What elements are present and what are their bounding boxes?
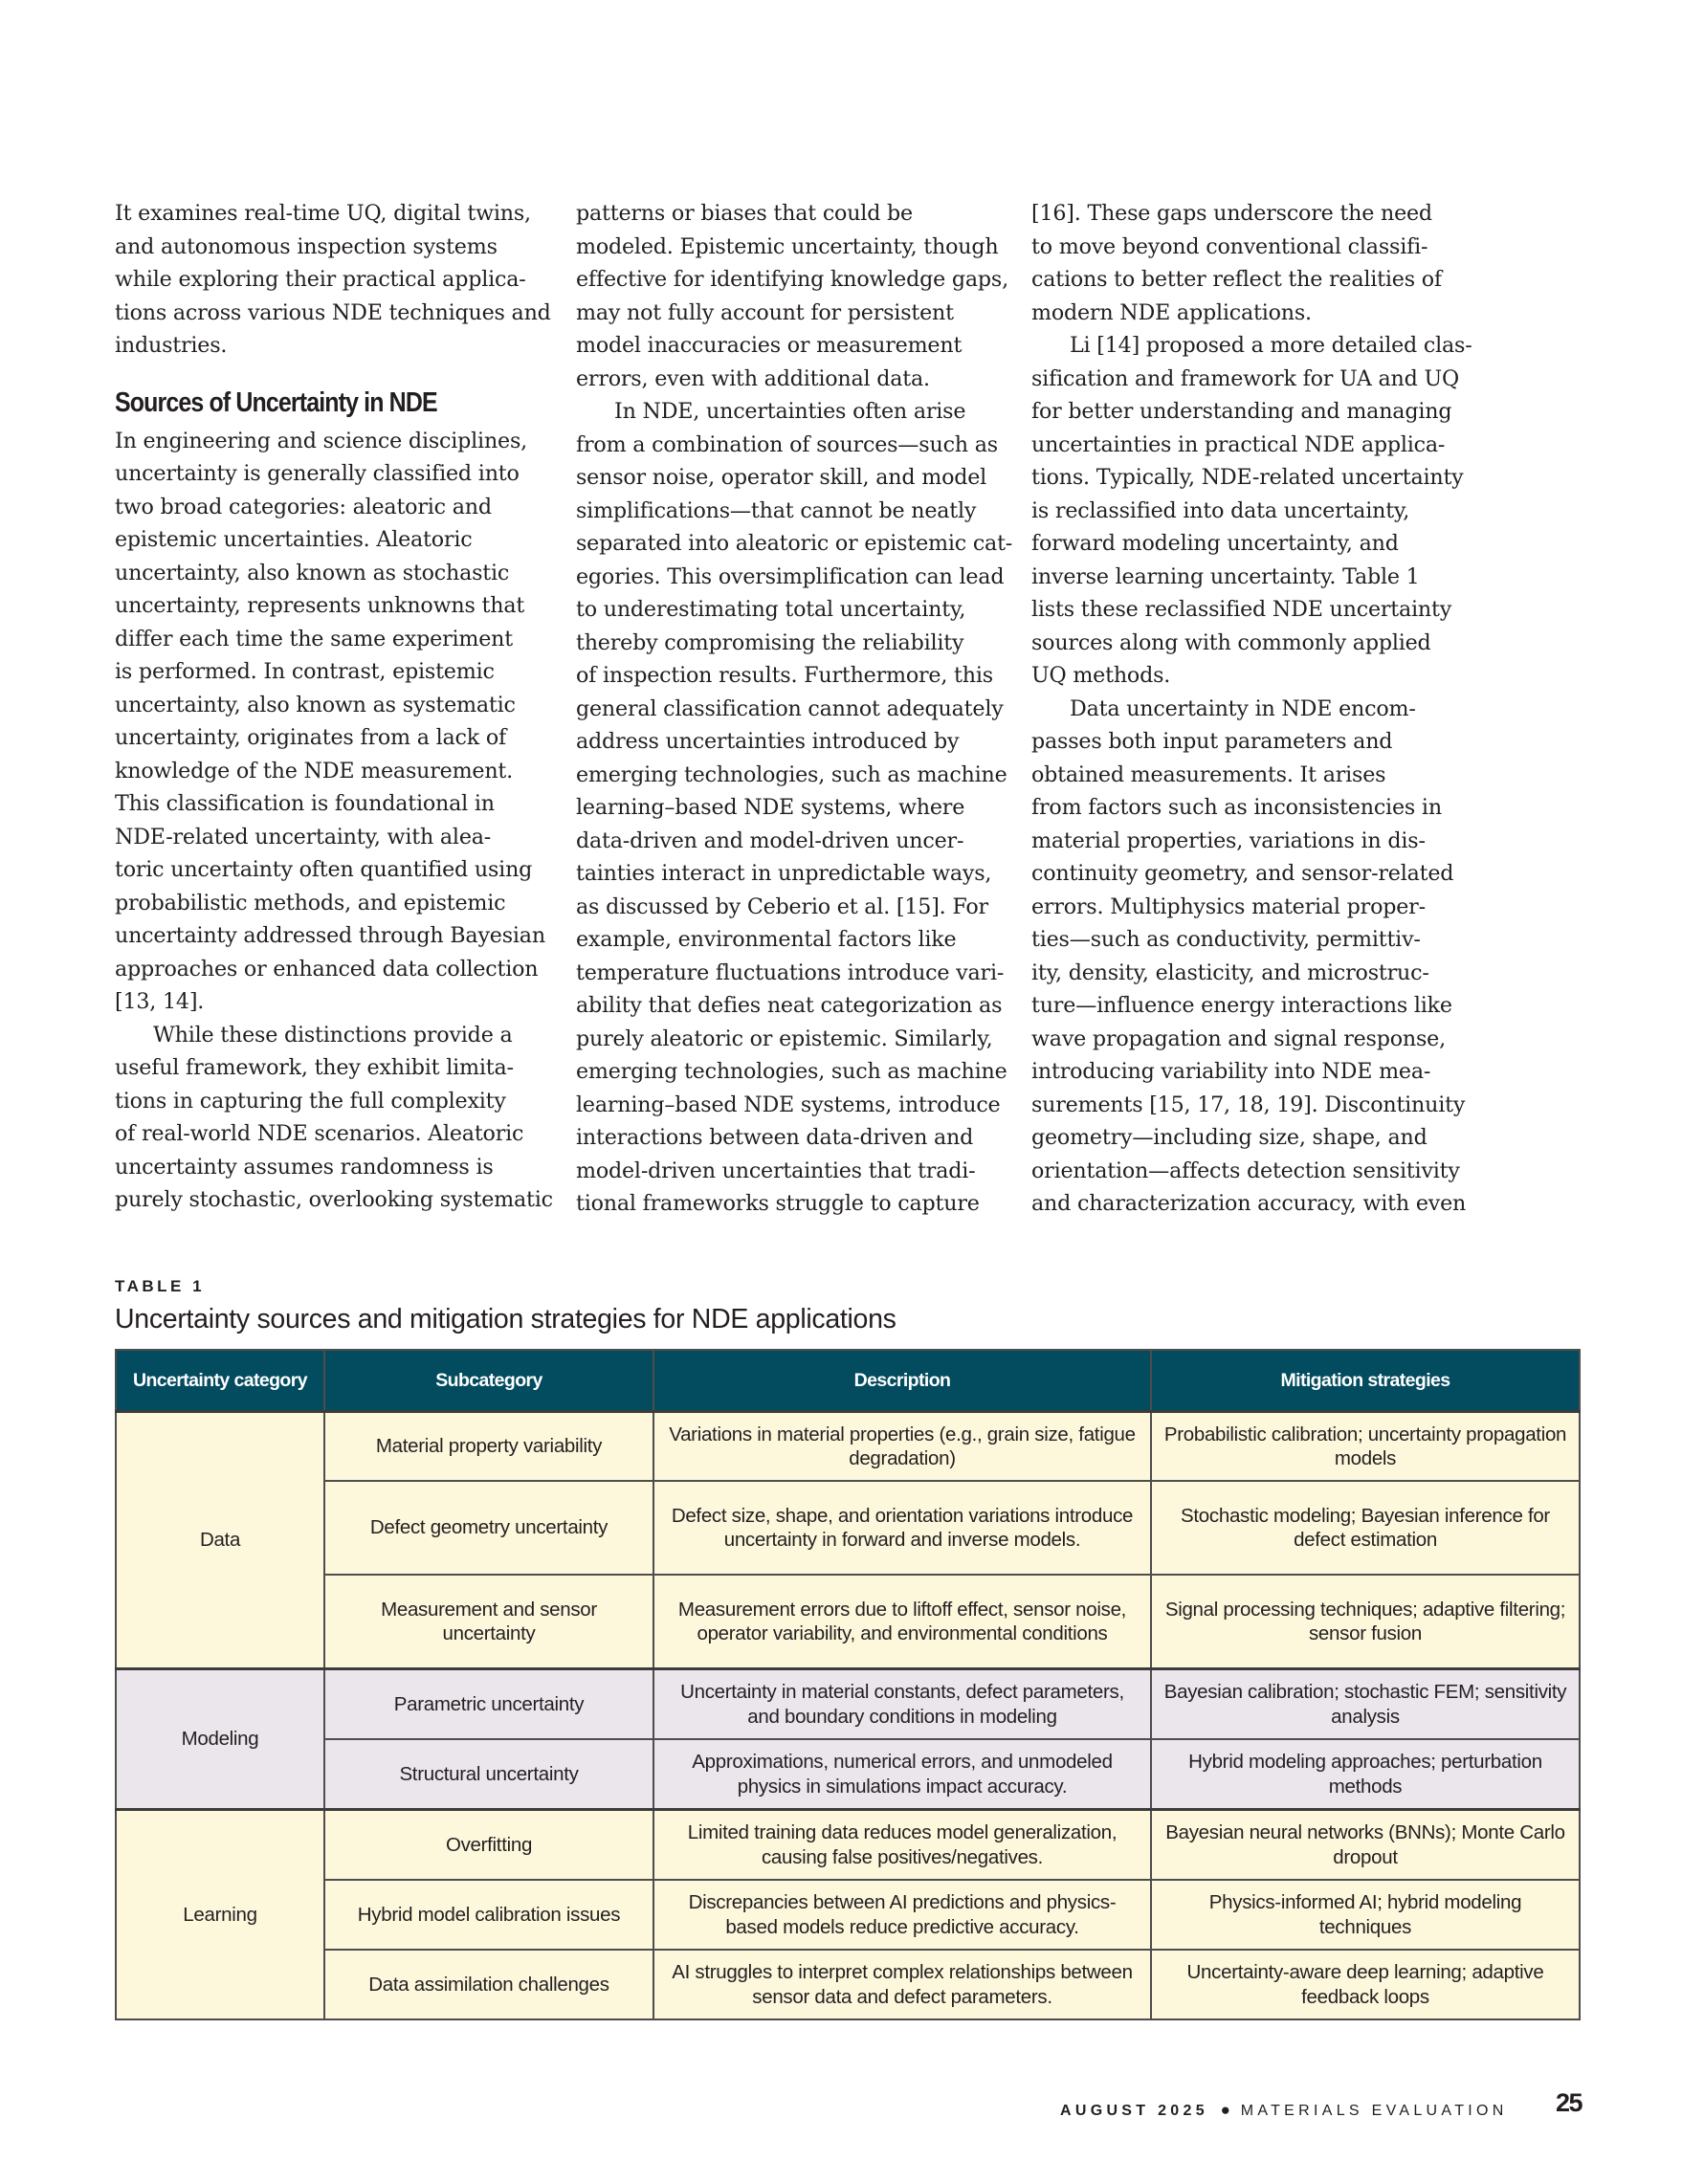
description-cell: Variations in material properties (e.g., grain size, fatigue degradation)	[653, 1412, 1151, 1482]
text-line: errors, even with additional data.	[576, 365, 930, 391]
text-line: In engineering and science disciplines,	[115, 428, 527, 453]
text-line: is reclassified into data uncertainty,	[1031, 497, 1410, 523]
text-line: forward modeling uncertainty, and	[1031, 531, 1399, 556]
table-title: Uncertainty sources and mitigation strategies for NDE applications	[115, 1304, 896, 1335]
text-line: sources along with commonly applied	[1031, 629, 1431, 655]
table-body	[116, 1412, 1580, 2020]
text-line: purely aleatoric or epistemic. Similarly,	[576, 1026, 993, 1051]
body-paragraph	[1031, 329, 1472, 693]
text-line: geometry—including size, shape, and	[1031, 1125, 1427, 1150]
header-description: Description	[653, 1350, 1151, 1412]
text-line: uncertainty, also known as stochastic	[115, 560, 510, 585]
subcategory-cell: Material property variability	[324, 1412, 653, 1482]
text-line: While these distinctions provide a	[153, 1022, 513, 1048]
text-line: address uncertainties introduced by	[576, 729, 960, 754]
article-column-1	[115, 197, 553, 1221]
text-line: industries.	[115, 333, 228, 358]
text-line: uncertainty is generally classified into	[115, 461, 520, 486]
text-line: tainties interact in unpredictable ways,	[576, 861, 992, 886]
text-line: separated into aleatoric or epistemic cat-	[576, 531, 1013, 556]
description-cell: Discrepancies between AI predictions and physics-based models reduce predictive accuracy.	[653, 1880, 1151, 1950]
text-line: errors. Multiphysics material proper-	[1031, 893, 1426, 919]
text-line: ity, density, elasticity, and microstruc-	[1031, 960, 1429, 985]
journal-name: MATERIALS EVALUATION	[1240, 2103, 1508, 2119]
description-cell: Limited training data reduces model generalization, causing false positives/negatives.	[653, 1810, 1151, 1881]
text-line: of real-world NDE scenarios. Aleatoric	[115, 1121, 524, 1146]
text-line: modern NDE applications.	[1031, 299, 1312, 325]
text-line: learning–based NDE systems, introduce	[576, 1092, 1001, 1117]
text-line: uncertainties in practical NDE applica-	[1031, 431, 1446, 457]
mitigation-cell: Physics-informed AI; hybrid modeling techniques	[1151, 1880, 1580, 1950]
text-line: uncertainty, originates from a lack of	[115, 725, 507, 750]
running-footer	[1060, 2101, 1508, 2120]
text-line: obtained measurements. It arises	[1031, 761, 1386, 787]
section-heading: Sources of Uncertainty in NDE	[115, 386, 437, 418]
body-paragraph	[1031, 693, 1467, 1221]
text-line: sensor noise, operator skill, and model	[576, 465, 987, 490]
text-line: thereby compromising the reliability	[576, 629, 964, 655]
text-line: to underestimating total uncertainty,	[576, 597, 966, 622]
article-column-2	[576, 197, 1013, 1221]
page-number: 25	[1556, 2088, 1582, 2117]
uncertainty-table	[115, 1349, 1581, 2020]
text-line: ability that defies neat categorization as	[576, 993, 1003, 1018]
text-line: and characterization accuracy, with even	[1031, 1191, 1467, 1216]
text-line: wave propagation and signal response,	[1031, 1026, 1446, 1051]
text-line: orientation—affects detection sensitivity	[1031, 1158, 1460, 1183]
text-line: approaches or enhanced data collection	[115, 956, 539, 982]
article-body	[115, 197, 1473, 1221]
text-line: uncertainty assumes randomness is	[115, 1154, 494, 1180]
text-line: epistemic uncertainties. Aleatoric	[115, 527, 473, 552]
description-cell: Uncertainty in material constants, defect parameters, and boundary conditions in modeling	[653, 1669, 1151, 1740]
text-line: useful framework, they exhibit limita-	[115, 1055, 514, 1080]
text-line: while exploring their practical applica-	[115, 267, 526, 292]
text-line: and autonomous inspection systems	[115, 233, 498, 259]
category-cell-data: Data	[116, 1412, 324, 1669]
text-line: simplifications—that cannot be neatly	[576, 497, 977, 523]
text-line: from a combination of sources—such as	[576, 431, 998, 457]
text-line: material properties, variations in dis-	[1031, 827, 1426, 853]
table-1	[115, 1277, 1579, 2020]
header-uncertainty-category: Uncertainty category	[116, 1350, 324, 1412]
text-line: [16]. These gaps underscore the need	[1031, 201, 1432, 226]
body-paragraph	[115, 197, 551, 363]
text-line: This classification is foundational in	[115, 791, 495, 816]
text-line: ties—such as conductivity, permittiv-	[1031, 927, 1421, 952]
text-line: emerging technologies, such as machine	[576, 761, 1007, 787]
subcategory-cell: Hybrid model calibration issues	[324, 1880, 653, 1950]
text-line: model inaccuracies or measurement	[576, 333, 963, 358]
text-line: Data uncertainty in NDE encom-	[1070, 695, 1416, 721]
text-line: to move beyond conventional classifi-	[1031, 233, 1428, 259]
description-cell: AI struggles to interpret complex relationships between sensor data and defect parameters.	[653, 1950, 1151, 2019]
text-line: uncertainty, also known as systematic	[115, 692, 516, 717]
table-row	[116, 1810, 1580, 1881]
table-row	[116, 1669, 1580, 1740]
text-line: for better understanding and managing	[1031, 399, 1452, 424]
text-line: sification and framework for UA and UQ	[1031, 365, 1459, 391]
subcategory-cell: Data assimilation challenges	[324, 1950, 653, 2019]
table-row	[116, 1412, 1580, 1482]
text-line: tions across various NDE techniques and	[115, 299, 551, 325]
text-line: general classification cannot adequately	[576, 695, 1004, 721]
text-line: learning–based NDE systems, where	[576, 795, 965, 820]
table-label: TABLE 1	[115, 1277, 206, 1295]
subcategory-cell: Structural uncertainty	[324, 1739, 653, 1810]
text-line: In NDE, uncertainties often arise	[614, 399, 966, 424]
body-paragraph	[1031, 197, 1460, 329]
text-line: effective for identifying knowledge gaps,	[576, 267, 1008, 292]
body-paragraph	[576, 197, 1008, 395]
description-cell: Approximations, numerical errors, and unmodeled physics in simulations impact accuracy.	[653, 1739, 1151, 1810]
text-line: uncertainty addressed through Bayesian	[115, 923, 545, 948]
subcategory-cell: Overfitting	[324, 1810, 653, 1881]
text-line: of inspection results. Furthermore, this	[576, 663, 993, 688]
text-line: cations to better reflect the realities of	[1031, 267, 1442, 292]
body-paragraph	[115, 425, 543, 1019]
text-line: modeled. Epistemic uncertainty, though	[576, 233, 999, 259]
text-line: emerging technologies, such as machine	[576, 1059, 1007, 1084]
table-row	[116, 1950, 1580, 2019]
text-line: data-driven and model-driven uncer-	[576, 827, 964, 853]
table-row	[116, 1880, 1580, 1950]
table-row	[116, 1575, 1580, 1669]
body-paragraph	[576, 395, 1013, 1221]
body-paragraph	[115, 1019, 553, 1217]
text-line: temperature fluctuations introduce vari-	[576, 960, 1005, 985]
text-line: Li [14] proposed a more detailed clas-	[1070, 333, 1472, 358]
subcategory-cell: Defect geometry uncertainty	[324, 1481, 653, 1575]
text-line: example, environmental factors like	[576, 927, 957, 952]
text-line: interactions between data-driven and	[576, 1125, 974, 1150]
description-cell: Measurement errors due to liftoff effect, sensor noise, operator variability, and environmental conditions	[653, 1575, 1151, 1669]
text-line: patterns or biases that could be	[576, 201, 913, 226]
text-line: purely stochastic, overlooking systematic	[115, 1187, 553, 1212]
mitigation-cell: Bayesian neural networks (BNNs); Monte Carlo dropout	[1151, 1810, 1580, 1881]
table-row	[116, 1481, 1580, 1575]
text-line: tions in capturing the full complexity	[115, 1088, 506, 1114]
text-line: model-driven uncertainties that tradi-	[576, 1158, 976, 1183]
text-line: surements [15, 17, 18, 19]. Discontinuity	[1031, 1092, 1466, 1117]
text-line: from factors such as inconsistencies in	[1031, 795, 1442, 820]
text-line: tions. Typically, NDE-related uncertainty	[1031, 465, 1464, 490]
text-line: [13, 14].	[115, 989, 205, 1014]
subcategory-cell: Parametric uncertainty	[324, 1669, 653, 1740]
mitigation-cell: Uncertainty-aware deep learning; adaptive feedback loops	[1151, 1950, 1580, 2019]
mitigation-cell: Bayesian calibration; stochastic FEM; sensitivity analysis	[1151, 1669, 1580, 1740]
text-line: two broad categories: aleatoric and	[115, 494, 492, 519]
issue-date: AUGUST 2025	[1060, 2103, 1208, 2119]
text-line: It examines real-time UQ, digital twins,	[115, 201, 531, 226]
mitigation-cell: Hybrid modeling approaches; perturbation methods	[1151, 1739, 1580, 1810]
bullet-separator-icon: ●	[1220, 2101, 1230, 2119]
text-line: probabilistic methods, and epistemic	[115, 890, 506, 916]
header-mitigation-strategies: Mitigation strategies	[1151, 1350, 1580, 1412]
text-line: egories. This oversimplification can lead	[576, 563, 1005, 589]
text-line: passes both input parameters and	[1031, 729, 1393, 754]
mitigation-cell: Signal processing techniques; adaptive filtering; sensor fusion	[1151, 1575, 1580, 1669]
article-column-3	[1031, 197, 1472, 1221]
category-cell-learning: Learning	[116, 1810, 324, 2020]
text-line: NDE-related uncertainty, with alea-	[115, 824, 492, 849]
mitigation-cell: Probabilistic calibration; uncertainty propagation models	[1151, 1412, 1580, 1482]
text-line: continuity geometry, and sensor-related	[1031, 861, 1454, 886]
table-row	[116, 1739, 1580, 1810]
text-line: UQ methods.	[1031, 663, 1171, 688]
text-line: is performed. In contrast, epistemic	[115, 659, 495, 684]
text-line: tional frameworks struggle to capture	[576, 1191, 980, 1216]
category-cell-modeling: Modeling	[116, 1669, 324, 1810]
subcategory-cell: Measurement and sensor uncertainty	[324, 1575, 653, 1669]
text-line: knowledge of the NDE measurement.	[115, 758, 514, 783]
text-line: ture—influence energy interactions like	[1031, 993, 1452, 1018]
text-line: inverse learning uncertainty. Table 1	[1031, 563, 1420, 589]
mitigation-cell: Stochastic modeling; Bayesian inference for defect estimation	[1151, 1481, 1580, 1575]
table-header-row	[116, 1350, 1580, 1412]
text-line: differ each time the same experiment	[115, 626, 513, 651]
text-line: as discussed by Ceberio et al. [15]. For	[576, 893, 988, 919]
text-line: toric uncertainty often quantified using	[115, 857, 533, 882]
header-subcategory: Subcategory	[324, 1350, 653, 1412]
text-line: lists these reclassified NDE uncertainty	[1031, 597, 1452, 622]
description-cell: Defect size, shape, and orientation variations introduce uncertainty in forward and inverse models.	[653, 1481, 1151, 1575]
text-line: introducing variability into NDE mea-	[1031, 1059, 1431, 1084]
text-line: uncertainty, represents unknowns that	[115, 593, 525, 618]
text-line: may not fully account for persistent	[576, 299, 954, 325]
